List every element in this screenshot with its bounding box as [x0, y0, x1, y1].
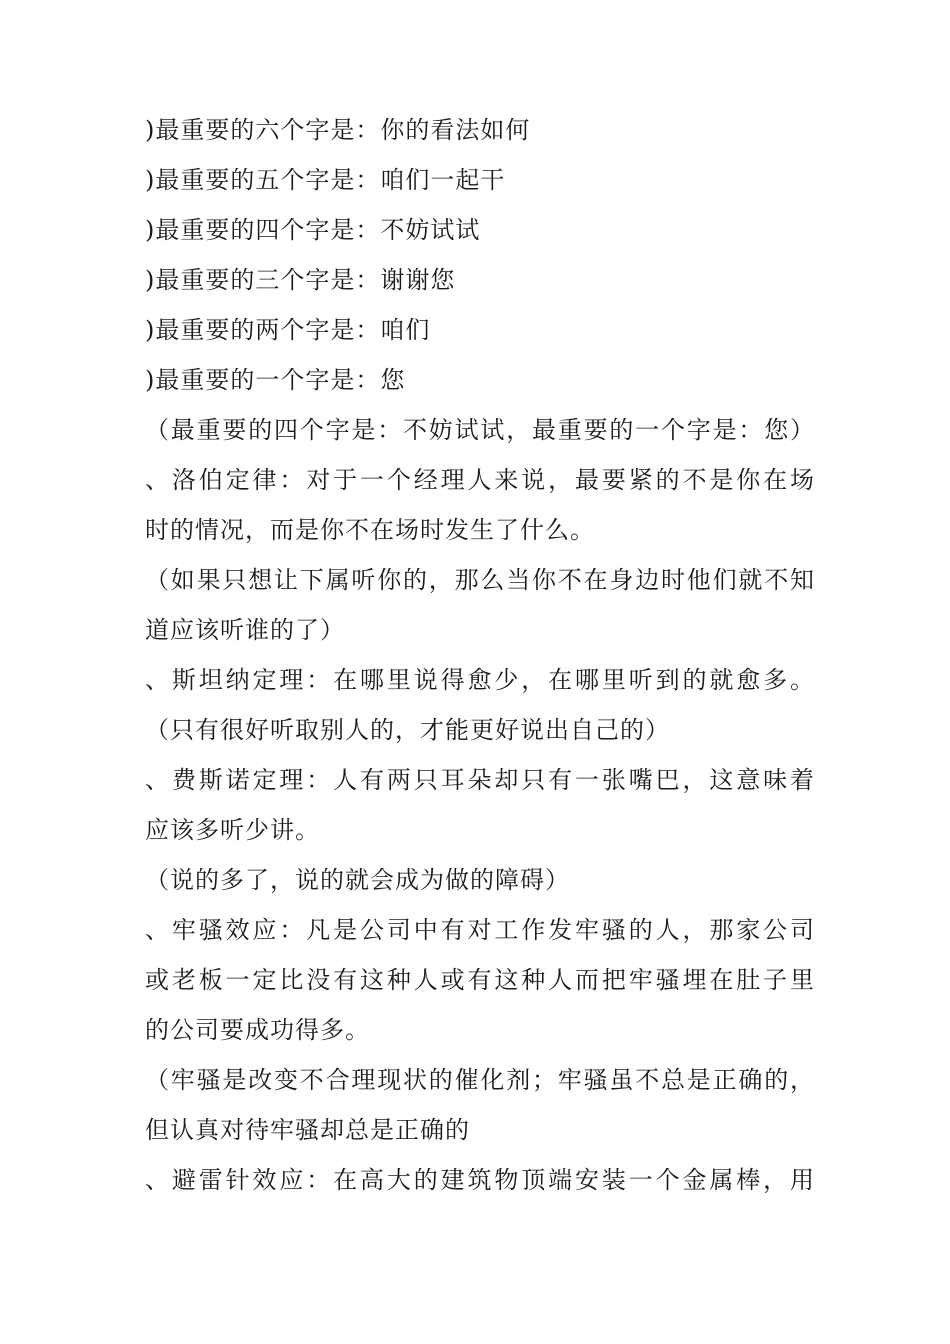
text-line: )最重要的五个字是：咱们一起干 [145, 166, 506, 194]
text-line: 应该多听少讲。 [145, 816, 320, 844]
text-line: 、斯坦纳定理：在哪里说得愈少，在哪里听到的就愈多。 [145, 666, 815, 694]
text-line: 、费斯诺定理：人有两只耳朵却只有一张嘴巴，这意味着 [145, 766, 815, 794]
text-line: )最重要的两个字是：咱们 [145, 316, 431, 344]
text-line: 、牢骚效应：凡是公司中有对工作发牢骚的人，那家公司 [145, 916, 815, 944]
text-line: )最重要的一个字是：您 [145, 366, 406, 394]
text-line: 或老板一定比没有这种人或有这种人而把牢骚埋在肚子里 [145, 966, 815, 994]
text-line: )最重要的三个字是：谢谢您 [145, 266, 456, 294]
text-line: 时的情况，而是你不在场时发生了什么。 [145, 516, 595, 544]
text-line: （牢骚是改变不合理现状的催化剂；牢骚虽不总是正确的， [145, 1066, 815, 1094]
text-line: 的公司要成功得多。 [145, 1016, 370, 1044]
text-line: )最重要的六个字是：你的看法如何 [145, 116, 531, 144]
text-line: )最重要的四个字是：不妨试试 [145, 216, 481, 244]
text-line: 但认真对待牢骚却总是正确的 [145, 1116, 470, 1144]
text-line: 、洛伯定律：对于一个经理人来说，最要紧的不是你在场 [145, 466, 815, 494]
text-line: （最重要的四个字是：不妨试试，最重要的一个字是：您） [145, 416, 815, 444]
text-line: （只有很好听取别人的，才能更好说出自己的） [145, 716, 670, 744]
text-line: （如果只想让下属听你的，那么当你不在身边时他们就不知 [145, 566, 815, 594]
text-line: 、避雷针效应：在高大的建筑物顶端安装一个金属棒，用 [145, 1166, 815, 1194]
text-line: 道应该听谁的了） [145, 616, 345, 644]
text-line: （说的多了，说的就会成为做的障碍） [145, 866, 570, 894]
